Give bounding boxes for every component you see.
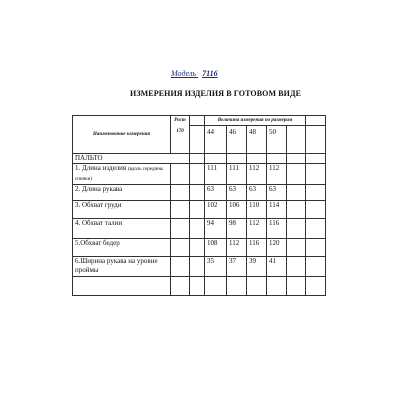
table-row (73, 257, 326, 277)
empty-cell (205, 154, 227, 164)
param-name-cell (73, 257, 171, 277)
model-line (171, 69, 218, 78)
value-cell: 98 (227, 219, 247, 239)
empty-cell (205, 277, 227, 296)
empty-cell (306, 277, 326, 296)
table-row-empty (73, 277, 326, 296)
empty-cell (190, 277, 205, 296)
value-cell: 37 (227, 257, 247, 277)
param-name: 4. Обхват талии (75, 219, 123, 227)
section-title: ПАЛЬТО (73, 154, 190, 164)
param-name: 6.Ширина рукава на уровне проймы (75, 257, 158, 274)
empty-cell (287, 185, 306, 201)
header-name: Наименование измерения (93, 132, 150, 137)
value-cell: 116 (267, 219, 287, 239)
empty-cell (306, 164, 326, 185)
model-label: Модель (171, 69, 197, 78)
empty-cell (306, 219, 326, 239)
param-name-cell (73, 219, 171, 239)
param-name: 1. Длина изделия (75, 164, 127, 172)
empty-cell (287, 219, 306, 239)
value-cell: 111 (205, 164, 227, 185)
empty-cell (287, 277, 306, 296)
size-cell: 44 (205, 126, 227, 154)
empty-cell (171, 277, 190, 296)
empty-cell (306, 126, 326, 154)
table-row (73, 201, 326, 219)
header-sizes: Величина измерения по размерам (217, 118, 293, 123)
empty-cell (287, 126, 306, 154)
empty-cell (306, 185, 326, 201)
empty-cell (287, 239, 306, 257)
table-row (73, 164, 326, 185)
empty-cell (171, 164, 190, 185)
size-cell: 50 (267, 126, 287, 154)
empty-cell (171, 257, 190, 277)
empty-cell (190, 201, 205, 219)
empty-cell (306, 257, 326, 277)
empty-cell (171, 185, 190, 201)
value-cell: 112 (247, 219, 267, 239)
empty-cell (227, 154, 247, 164)
empty-cell (190, 164, 205, 185)
value-cell: 39 (247, 257, 267, 277)
empty-cell (287, 201, 306, 219)
table-row (73, 185, 326, 201)
empty-cell (287, 164, 306, 185)
header-rost: Рост (174, 118, 186, 123)
param-name-cell (73, 164, 171, 185)
empty-cell (247, 277, 267, 296)
value-cell: 111 (227, 164, 247, 185)
value-cell: 102 (205, 201, 227, 219)
empty-cell (171, 239, 190, 257)
size-cell: 46 (227, 126, 247, 154)
empty-cell (306, 201, 326, 219)
value-cell: 35 (205, 257, 227, 277)
param-name-cell (73, 239, 171, 257)
empty-cell (306, 239, 326, 257)
model-number: 7116 (202, 69, 218, 78)
empty-cell (267, 154, 287, 164)
empty-cell (306, 154, 326, 164)
param-note: (вдоль середины спинки) (75, 167, 164, 182)
value-cell: 63 (247, 185, 267, 201)
table-row (73, 239, 326, 257)
empty-cell (171, 219, 190, 239)
empty-cell (227, 277, 247, 296)
value-cell: 63 (205, 185, 227, 201)
param-name-cell (73, 185, 171, 201)
rost-value: 170 (176, 129, 184, 134)
value-cell: 106 (227, 201, 247, 219)
empty-cell (190, 126, 205, 154)
value-cell: 41 (267, 257, 287, 277)
empty-cell (190, 257, 205, 277)
value-cell: 108 (205, 239, 227, 257)
empty-cell (306, 116, 326, 126)
param-name: 3. Обхват груди (75, 201, 122, 209)
size-cell: 48 (247, 126, 267, 154)
header-rost-cell (171, 116, 190, 154)
empty-cell (247, 154, 267, 164)
value-cell: 63 (227, 185, 247, 201)
param-name: 5.Обхват бедер (75, 239, 120, 247)
param-name-cell (73, 201, 171, 219)
empty-cell (73, 277, 171, 296)
header-name-cell (73, 116, 171, 154)
empty-cell (190, 239, 205, 257)
value-cell: 94 (205, 219, 227, 239)
value-cell: 120 (267, 239, 287, 257)
section-row (73, 154, 326, 164)
empty-cell (190, 219, 205, 239)
value-cell: 63 (267, 185, 287, 201)
measurements-table (72, 115, 326, 296)
table-row (73, 219, 326, 239)
value-cell: 114 (267, 201, 287, 219)
header-sizes-cell (205, 116, 306, 126)
empty-cell (190, 116, 205, 126)
empty-cell (267, 277, 287, 296)
value-cell: 112 (267, 164, 287, 185)
empty-cell (190, 154, 205, 164)
value-cell: 112 (227, 239, 247, 257)
document-title: ИЗМЕРЕНИЯ ИЗДЕЛИЯ В ГОТОВОМ ВИДЕ (130, 89, 302, 98)
value-cell: 112 (247, 164, 267, 185)
empty-cell (171, 201, 190, 219)
value-cell: 110 (247, 201, 267, 219)
empty-cell (287, 154, 306, 164)
header-row-top (73, 116, 326, 126)
empty-cell (190, 185, 205, 201)
param-name: 2. Длина рукава (75, 185, 123, 193)
value-cell: 116 (247, 239, 267, 257)
empty-cell (287, 257, 306, 277)
